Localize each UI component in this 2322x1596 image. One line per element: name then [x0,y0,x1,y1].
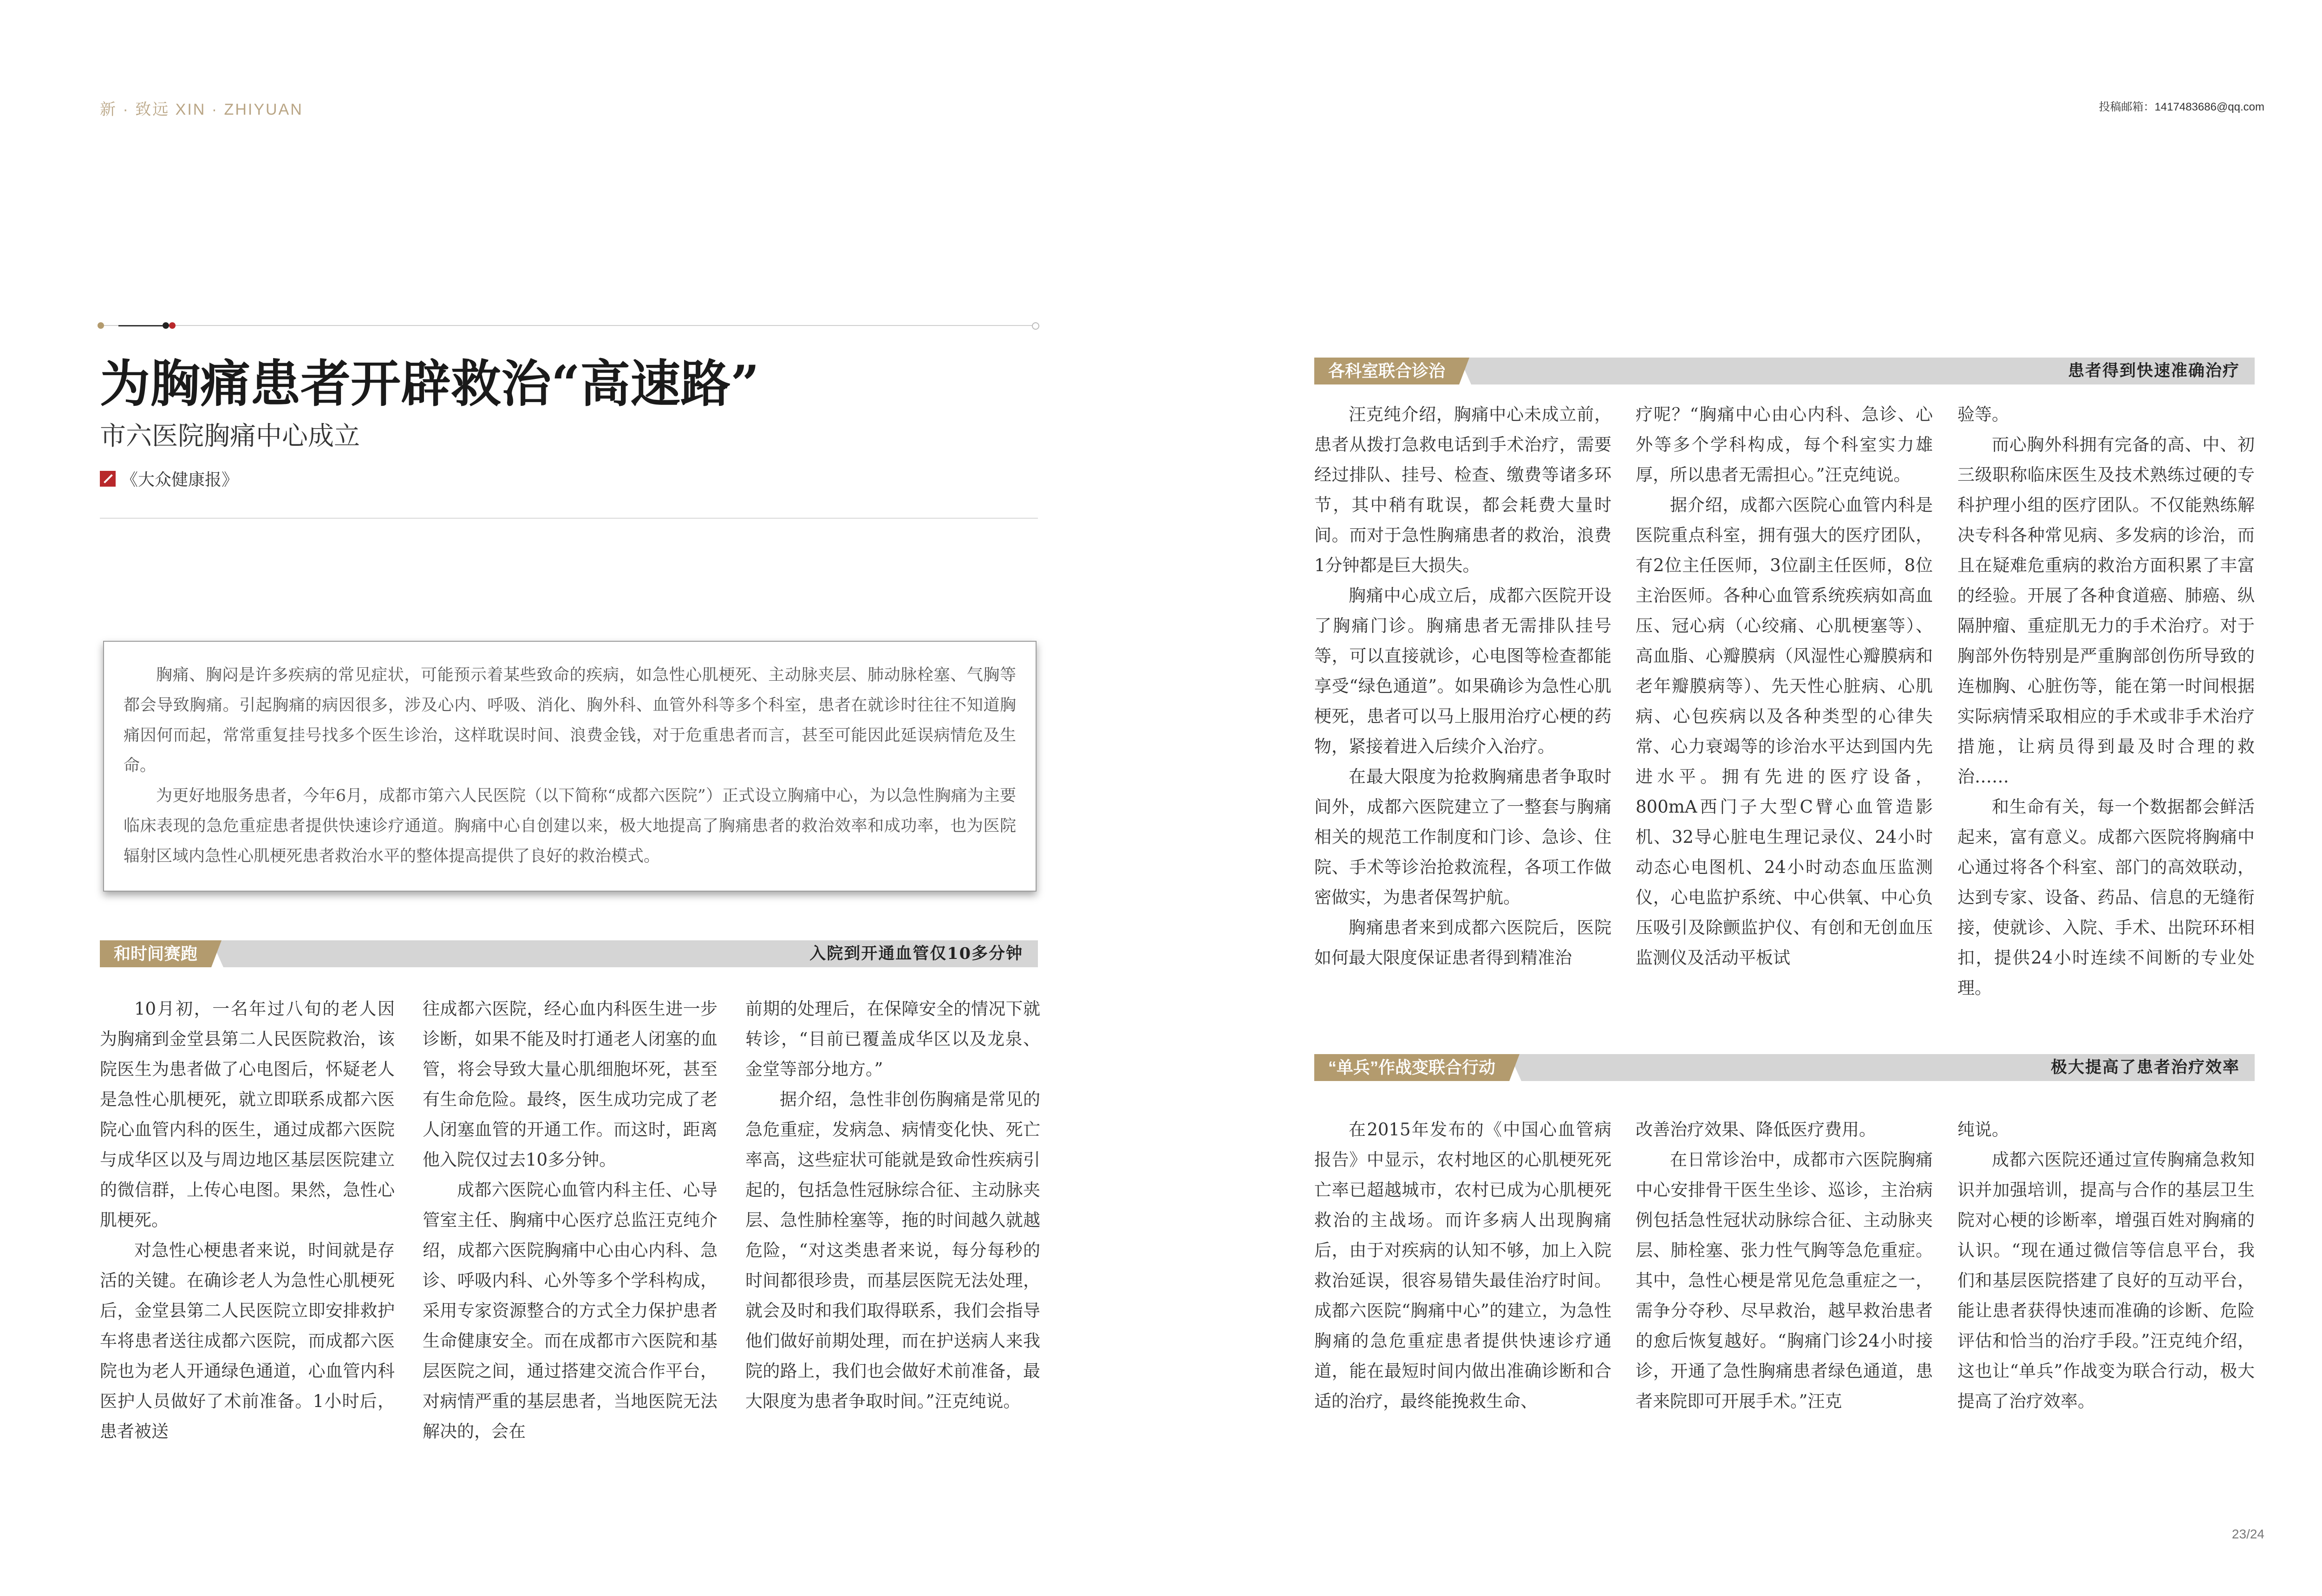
intro-paragraph: 胸痛、胸闷是许多疾病的常见症状，可能预示着某些致命的疾病，如急性心肌梗死、主动脉夹层、肺动脉栓塞、气胸等都会导致胸痛。引起胸痛的病因很多，涉及心内、呼吸、消化、胸外科、血管外科等多个科室，患者在就诊时往往不知道胸痛因何而起，常常重复挂号找多个医生诊治，这样耽误时间、浪费金钱，对于危重患者而言，甚至可能因此延误病情危及生命。 [124,666,1016,775]
section-bar-departments [1314,358,2255,384]
section-tagline: 入院到开通血管仅10多分钟 [809,944,1023,963]
section1-column-3 [745,994,1040,1416]
rule-dot-red [169,322,176,329]
title-rule [100,325,1038,326]
article-source [100,467,238,490]
paragraph: 改善治疗效果、降低医疗费用。 [1636,1120,1876,1140]
section-tagline: 极大提高了患者治疗效率 [2050,1058,2240,1077]
section-label: 和时间赛跑 [100,940,211,967]
running-header-right: 投稿邮箱：1417483686@qq.com [2099,101,2264,113]
section2-column-3 [1957,399,2255,1003]
paragraph: 在日常诊治中，成都市六医院胸痛中心安排骨干医生坐诊、巡诊，主治病例包括急性冠状动脉综合征、主动脉夹层、肺栓塞、张力性气胸等急危重症。其中，急性心梗是常见危急重症之一，需争分夺秒、尽早救治，越早救治患者的愈后恢复越好。“胸痛门诊24小时接诊，开通了急性胸痛患者绿色通道，患者来院即可开展手术。”汪克 [1636,1150,1933,1411]
section-bar-joint-action [1314,1054,2255,1081]
source-text: 《大众健康报》 [121,470,239,489]
paragraph: 胸痛中心成立后，成都六医院开设了胸痛门诊。胸痛患者无需排队挂号等，可以直接就诊，心电图等检查都能享受“绿色通道”。如果确诊为急性心肌梗死，患者可以马上服用治疗心梗的药物，紧接着进入后续介入治疗。 [1314,586,1611,756]
pen-icon [100,471,116,487]
rule-dot-black [163,322,169,329]
paragraph: 成都六医院还通过宣传胸痛急救知识并加强培训，提高与合作的基层卫生院对心梗的诊断率，增强百姓对胸痛的认识。“现在通过微信等信息平台，我们和基层医院搭建了良好的互动平台，能让患者获得快速而准确的诊断、危险评估和恰当的治疗手段。”汪克纯介绍，这也让“单兵”作战变为联合行动，极大提高了治疗效率。 [1957,1150,2255,1411]
paragraph: 据介绍，急性非创伤胸痛是常见的急危重症，发病急、病情变化快、死亡率高，这些症状可能就是致命性疾病引起的，包括急性冠脉综合征、主动脉夹层、急性肺栓塞等，拖的时间越久就越危险，“对这类患者来说，每分每秒的时间都很珍贵，而基层医院无法处理，就会及时和我们取得联系，我们会指导他们做好前期处理，而在护送病人来我院的路上，我们也会做好术前准备，最大限度为患者争取时间。”汪克纯说。 [745,1089,1040,1411]
header-divider [100,518,1038,519]
section-label: “单兵”作战变联合行动 [1314,1054,1509,1081]
section1-column-2 [423,994,717,1446]
paragraph: 胸痛患者来到成都六医院后，医院如何最大限度保证患者得到精准治 [1314,918,1611,968]
paragraph: 纯说。 [1957,1120,2009,1140]
title-rule-accent [118,325,163,326]
paragraph: 疗呢？“胸痛中心由心内科、急诊、心外等多个学科构成，每个科室实力雄厚，所以患者无需担心。”汪克纯说。 [1636,404,1933,485]
section-label: 各科室联合诊治 [1314,358,1459,384]
paragraph: 和生命有关，每一个数据都会鲜活起来，富有意义。成都六医院将胸痛中心通过将各个科室、部门的高效联动，达到专家、设备、药品、信息的无缝衔接，使就诊、入院、手术、出院环环相扣，提供24小时连续不间断的专业处理。 [1957,797,2255,998]
article-title: 为胸痛患者开辟救治“高速路” [100,355,760,413]
rule-dot-ring [1032,322,1039,330]
intro-paragraph: 为更好地服务患者，今年6月，成都市第六人民医院（以下简称“成都六医院”）正式设立胸痛中心，为以急性胸痛为主要临床表现的急危重症患者提供快速诊疗通道。胸痛中心自创建以来，极大地提高了胸痛患者的救治效率和成功率，也为医院辐射区域内急性心肌梗死患者救治水平的整体提高提供了良好的救治模式。 [124,787,1016,866]
article-subtitle: 市六医院胸痛中心成立 [100,421,360,450]
paragraph: 成都六医院心血管内科主任、心导管室主任、胸痛中心医疗总监汪克纯介绍，成都六医院胸痛中心由心内科、急诊、呼吸内科、心外等多个学科构成，采用专家资源整合的方式全力保护患者生命健康安全。而在成都市六医院和基层医院之间，通过搭建交流合作平台，对病情严重的基层患者，当地医院无法解决的，会在 [423,1180,717,1441]
section2-column-1 [1314,399,1611,973]
intro-box [103,641,1037,892]
paragraph: 在2015年发布的《中国心血管病报告》中显示，农村地区的心肌梗死死亡率已超越城市，农村已成为心肌梗死救治的主战场。而许多病人出现胸痛后，由于对疾病的认知不够，加上入院救治延误，很容易错失最佳治疗时间。成都六医院“胸痛中心”的建立，为急性胸痛的急危重症患者提供快速诊疗通道，能在最短时间内做出准确诊断和合适的治疗，最终能挽救生命、 [1314,1120,1611,1411]
section-tagline: 患者得到快速准确治疗 [2068,361,2240,380]
paragraph: 验等。 [1957,404,2009,424]
paragraph: 在最大限度为抢救胸痛患者争取时间外，成都六医院建立了一整套与胸痛相关的规范工作制度和门诊、急诊、住院、手术等诊治抢救流程，各项工作做密做实，为患者保驾护航。 [1314,767,1611,907]
page-number: 23/24 [2231,1527,2264,1541]
section3-column-3 [1957,1114,2255,1416]
rule-dot-gold [98,322,104,329]
section3-column-1 [1314,1114,1611,1416]
paragraph: 往成都六医院，经心血内科医生进一步诊断，如果不能及时打通老人闭塞的血管，将会导致大量心肌细胞坏死，甚至有生命危险。最终，医生成功完成了老人闭塞血管的开通工作。而这时，距离他入院仅过去10多分钟。 [423,999,717,1170]
paragraph: 前期的处理后，在保障安全的情况下就转诊，“目前已覆盖成华区以及龙泉、金堂等部分地方。” [745,999,1040,1079]
paragraph: 据介绍，成都六医院心血管内科是医院重点科室，拥有强大的医疗团队，有2位主任医师，3位副主任医师，8位主治医师。各种心血管系统疾病如高血压、冠心病（心绞痛、心肌梗塞等）、高血脂、心瓣膜病（风湿性心瓣膜病和老年瓣膜病等）、先天性心脏病、心肌病、心包疾病以及各种类型的心律失常、心力衰竭等的诊治水平达到国内先进水平。拥有先进的医疗设备，800mA西门子大型C臂心血管造影机、32导心脏电生理记录仪、24小时动态心电图机、24小时动态血压监测仪，心电监护系统、中心供氧、中心负压吸引及除颤监护仪、有创和无创血压监测仪及活动平板试 [1636,495,1933,968]
paragraph: 10月初，一名年过八旬的老人因为胸痛到金堂县第二人民医院救治，该院医生为患者做了心电图后，怀疑老人是急性心肌梗死，就立即联系成都六医院心血管内科的医生，通过成都六医院与成华区以及与周边地区基层医院建立的微信群，上传心电图。果然，急性心肌梗死。 [100,999,395,1230]
section-bar-time [100,940,1038,967]
section2-column-2 [1636,399,1933,973]
running-header-left: 新 · 致远 XIN · ZHIYUAN [100,101,303,118]
section1-column-1 [100,994,395,1446]
paragraph: 而心胸外科拥有完备的高、中、初三级职称临床医生及技术熟练过硬的专科护理小组的医疗团队。不仅能熟练解决专科各种常见病、多发病的诊治，而且在疑难危重病的救治方面积累了丰富的经验。开展了各种食道癌、肺癌、纵隔肿瘤、重症肌无力的手术治疗。对于胸部外伤特别是严重胸部创伤所导致的连枷胸、心脏伤等，能在第一时间根据实际病情采取相应的手术或非手术治疗措施，让病员得到最及时合理的救治…… [1957,435,2255,787]
paragraph: 对急性心梗患者来说，时间就是存活的关键。在确诊老人为急性心肌梗死后，金堂县第二人民医院立即安排救护车将患者送往成都六医院，而成都六医院也为老人开通绿色通道，心血管内科医护人员做好了术前准备。1小时后，患者被送 [100,1240,395,1441]
section3-column-2 [1636,1114,1933,1416]
paragraph: 汪克纯介绍，胸痛中心未成立前，患者从拨打急救电话到手术治疗，需要经过排队、挂号、检查、缴费等诸多环节，其中稍有耽误，都会耗费大量时间。而对于急性胸痛患者的救治，浪费1分钟都是巨大损失。 [1314,404,1611,575]
